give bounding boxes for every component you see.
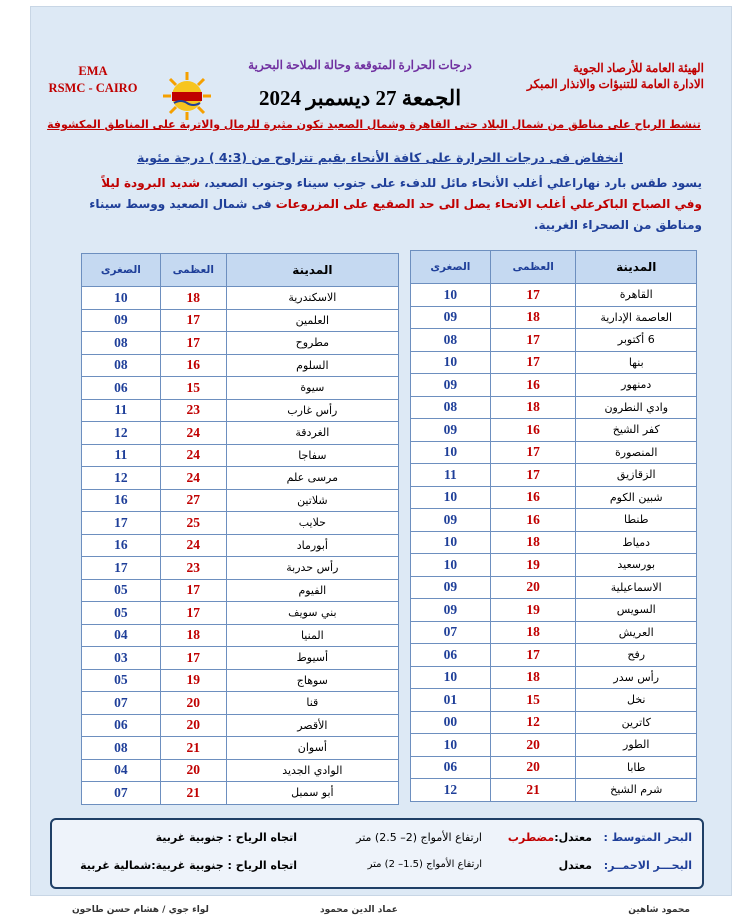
forecast-part3: فى شمال الصعيد ووسط سيناء ومناطق من الصحراء الغربية.	[89, 197, 702, 232]
min-temp: 09	[411, 419, 491, 442]
min-temp: 07	[411, 621, 491, 644]
min-temp: 08	[411, 329, 491, 352]
min-temp: 09	[411, 374, 491, 397]
table-row	[82, 759, 399, 782]
footer-signature-center: عماد الدين محمود	[320, 905, 398, 915]
table-row	[82, 579, 399, 602]
table-row	[411, 464, 697, 487]
table-row	[411, 329, 697, 352]
max-temp: 18	[490, 621, 576, 644]
max-temp: 18	[490, 666, 576, 689]
table-row	[411, 621, 697, 644]
city-name: قنا	[226, 692, 398, 715]
min-temp: 16	[82, 489, 161, 512]
city-name: دمنهور	[576, 374, 697, 397]
table-row	[82, 422, 399, 445]
max-temp: 17	[160, 309, 226, 332]
min-temp: 01	[411, 689, 491, 712]
med-sea-waves: ارتفاع الأمواج (2– 2.5) متر	[356, 831, 482, 844]
max-temp: 20	[160, 692, 226, 715]
table-row	[82, 534, 399, 557]
table-row	[82, 309, 399, 332]
max-temp: 27	[160, 489, 226, 512]
city-name: 6 أكتوبر	[576, 329, 697, 352]
table-row	[82, 737, 399, 760]
min-temp: 10	[411, 351, 491, 374]
max-temp: 17	[160, 647, 226, 670]
min-temp: 08	[82, 332, 161, 355]
city-name: دمياط	[576, 531, 697, 554]
city-name: بورسعيد	[576, 554, 697, 577]
max-temp: 15	[160, 377, 226, 400]
min-temp: 12	[82, 467, 161, 490]
city-name: رأس غارب	[226, 399, 398, 422]
city-name: الأقصر	[226, 714, 398, 737]
max-temp: 17	[490, 644, 576, 667]
max-temp: 24	[160, 534, 226, 557]
max-temp: 19	[490, 599, 576, 622]
min-temp: 06	[82, 377, 161, 400]
table-header-row	[411, 251, 697, 284]
table-row	[411, 531, 697, 554]
max-temp: 17	[490, 329, 576, 352]
city-name: الزقازيق	[576, 464, 697, 487]
min-temp: 10	[411, 486, 491, 509]
max-temp: 25	[160, 512, 226, 535]
city-name: حلايب	[226, 512, 398, 535]
min-temp: 16	[82, 534, 161, 557]
min-temp: 05	[82, 602, 161, 625]
min-temp: 00	[411, 711, 491, 734]
max-temp: 16	[490, 419, 576, 442]
max-temp: 17	[160, 579, 226, 602]
max-temp: 20	[490, 576, 576, 599]
forecast-date: الجمعة 27 ديسمبر 2024	[258, 86, 462, 110]
min-temp: 11	[82, 444, 161, 467]
max-temp: 21	[160, 737, 226, 760]
min-temp: 10	[411, 284, 491, 307]
city-name: بنها	[576, 351, 697, 374]
table-row	[411, 419, 697, 442]
min-temp: 09	[82, 309, 161, 332]
city-name: كاترين	[576, 711, 697, 734]
max-temp: 21	[490, 779, 576, 802]
table-row	[411, 374, 697, 397]
city-name: شرم الشيخ	[576, 779, 697, 802]
med-sea-state-base: معتدل:	[554, 831, 592, 844]
city-name: مرسى علم	[226, 467, 398, 490]
agency-line1: الهيئة العامة للأرصاد الجوية	[572, 61, 704, 75]
city-name: أبورماد	[226, 534, 398, 557]
max-temp: 17	[490, 284, 576, 307]
table-row	[411, 351, 697, 374]
min-temp: 08	[82, 737, 161, 760]
header-min: الصغرى	[82, 254, 161, 287]
min-temp: 07	[82, 692, 161, 715]
city-name: الاسماعيلية	[576, 576, 697, 599]
brand-line1: EMA	[78, 64, 108, 78]
max-temp: 24	[160, 444, 226, 467]
table-row	[411, 599, 697, 622]
max-temp: 24	[160, 467, 226, 490]
table-row	[411, 554, 697, 577]
temperature-trend: انخفاض فى درجات الحرارة على كافة الأنحاء بقيم تتراوح من (4:3 ) درجة مئوية	[137, 150, 623, 165]
city-name: الغردقة	[226, 422, 398, 445]
min-temp: 09	[411, 576, 491, 599]
max-temp: 21	[160, 782, 226, 805]
min-temp: 10	[411, 531, 491, 554]
city-name: شلاتين	[226, 489, 398, 512]
city-name: سوهاج	[226, 669, 398, 692]
city-table-right	[410, 250, 697, 802]
min-temp: 11	[411, 464, 491, 487]
table-row	[411, 441, 697, 464]
city-name: بني سويف	[226, 602, 398, 625]
max-temp: 16	[490, 374, 576, 397]
min-temp: 09	[411, 509, 491, 532]
agency-label	[504, 60, 704, 92]
city-name: طنطا	[576, 509, 697, 532]
page-title: درجات الحرارة المتوقعة وحالة الملاحة البحرية	[248, 58, 472, 72]
max-temp: 17	[490, 441, 576, 464]
city-name: أسيوط	[226, 647, 398, 670]
min-temp: 04	[82, 759, 161, 782]
table-row	[411, 734, 697, 757]
city-name: سفاجا	[226, 444, 398, 467]
city-table-left	[81, 253, 399, 805]
city-name: سيوة	[226, 377, 398, 400]
table-row	[82, 399, 399, 422]
med-sea-state-highlight: مضطرب	[507, 831, 555, 844]
table-row	[411, 486, 697, 509]
max-temp: 17	[160, 332, 226, 355]
city-name: الاسكندرية	[226, 287, 398, 310]
min-temp: 08	[82, 354, 161, 377]
city-name: مطروح	[226, 332, 398, 355]
city-name: الوادي الجديد	[226, 759, 398, 782]
min-temp: 10	[411, 554, 491, 577]
max-temp: 23	[160, 399, 226, 422]
city-name: رفح	[576, 644, 697, 667]
min-temp: 11	[82, 399, 161, 422]
brand-line2: RSMC - CAIRO	[48, 81, 138, 95]
table-row	[411, 779, 697, 802]
max-temp: 16	[160, 354, 226, 377]
min-temp: 12	[82, 422, 161, 445]
max-temp: 19	[160, 669, 226, 692]
min-temp: 06	[411, 756, 491, 779]
city-name: رأس سدر	[576, 666, 697, 689]
table-row	[82, 444, 399, 467]
table-row	[82, 489, 399, 512]
table-row	[82, 354, 399, 377]
table-row	[411, 509, 697, 532]
table-row	[82, 692, 399, 715]
max-temp: 20	[490, 734, 576, 757]
max-temp: 18	[490, 396, 576, 419]
min-temp: 09	[411, 599, 491, 622]
city-name: أسوان	[226, 737, 398, 760]
max-temp: 16	[490, 486, 576, 509]
min-temp: 17	[82, 557, 161, 580]
table-row	[411, 284, 697, 307]
min-temp: 05	[82, 669, 161, 692]
min-temp: 09	[411, 306, 491, 329]
table-row	[82, 669, 399, 692]
min-temp: 05	[82, 579, 161, 602]
min-temp: 06	[411, 644, 491, 667]
max-temp: 15	[490, 689, 576, 712]
agency-line2: الادارة العامة للتنبؤات والانذار المبكر	[526, 77, 704, 91]
footer-signature-right: محمود شاهين	[628, 905, 690, 915]
red-sea-name: البحـــر الاحمــر:	[603, 859, 692, 872]
sea-conditions-box	[50, 818, 704, 889]
max-temp: 18	[160, 287, 226, 310]
city-name: الفيوم	[226, 579, 398, 602]
table-row	[411, 756, 697, 779]
table-row	[82, 467, 399, 490]
city-name: شبين الكوم	[576, 486, 697, 509]
forecast-part1: يسود طقس بارد نهاراعلي أغلب الأنحاء مائل للدفء على جنوب سيناء وجنوب الصعيد،	[200, 176, 702, 190]
city-name: طابا	[576, 756, 697, 779]
ema-logo	[161, 70, 213, 122]
table-row	[82, 512, 399, 535]
city-name: العاصمة الإدارية	[576, 306, 697, 329]
min-temp: 06	[82, 714, 161, 737]
table-row	[82, 647, 399, 670]
city-name: نخل	[576, 689, 697, 712]
table-row	[411, 576, 697, 599]
table-row	[411, 711, 697, 734]
med-sea-state	[508, 831, 592, 844]
min-temp: 10	[411, 666, 491, 689]
table-row	[411, 666, 697, 689]
wind-warning: تنشط الرياح على مناطق من شمال البلاد حتى القاهرة وشمال الصعيد تكون مثيرة للرمال والاتربة على المناطق المكشوفة	[47, 118, 701, 131]
table-row	[82, 557, 399, 580]
city-name: العريش	[576, 621, 697, 644]
max-temp: 24	[160, 422, 226, 445]
table-row	[82, 287, 399, 310]
red-sea-wind: اتجاه الرياح : جنوبية غربية:شمالية غربية	[80, 859, 297, 872]
max-temp: 20	[160, 759, 226, 782]
max-temp: 17	[490, 351, 576, 374]
table-row	[411, 689, 697, 712]
max-temp: 18	[490, 531, 576, 554]
max-temp: 18	[490, 306, 576, 329]
city-name: كفر الشيخ	[576, 419, 697, 442]
city-name: المنيا	[226, 624, 398, 647]
city-name: الطور	[576, 734, 697, 757]
max-temp: 20	[490, 756, 576, 779]
max-temp: 17	[160, 602, 226, 625]
med-sea-name: البحر المتوسط :	[603, 831, 692, 844]
max-temp: 18	[160, 624, 226, 647]
table-row	[82, 782, 399, 805]
city-name: العلمين	[226, 309, 398, 332]
header-city: المدينة	[226, 254, 398, 287]
table-row	[411, 644, 697, 667]
table-row	[82, 624, 399, 647]
min-temp: 10	[82, 287, 161, 310]
city-name: القاهرة	[576, 284, 697, 307]
table-row	[82, 377, 399, 400]
red-sea-state: معتدل	[558, 859, 592, 872]
table-row	[411, 396, 697, 419]
forecast-part2: شديد البرودة ليلاً وفي الصباح الباكرعلي أغلب الانحاء يصل الى حد الصقيع على المزروعات	[101, 176, 702, 211]
min-temp: 10	[411, 441, 491, 464]
table-row	[82, 602, 399, 625]
brand-label	[33, 63, 153, 97]
min-temp: 07	[82, 782, 161, 805]
table-row	[411, 306, 697, 329]
max-temp: 19	[490, 554, 576, 577]
min-temp: 17	[82, 512, 161, 535]
city-name: رأس حدربة	[226, 557, 398, 580]
table-header-row	[82, 254, 399, 287]
header-min: الصغرى	[411, 251, 491, 284]
min-temp: 03	[82, 647, 161, 670]
header-max: العظمى	[160, 254, 226, 287]
table-row	[82, 332, 399, 355]
header-city: المدينة	[576, 251, 697, 284]
min-temp: 12	[411, 779, 491, 802]
footer-signature-left: لواء جوي / هشام حسن طاحون	[72, 905, 209, 915]
city-name: المنصورة	[576, 441, 697, 464]
max-temp: 17	[490, 464, 576, 487]
red-sea-waves: ارتفاع الأمواج (1.5– 2) متر	[367, 859, 482, 870]
min-temp: 10	[411, 734, 491, 757]
city-name: أبو سمبل	[226, 782, 398, 805]
table-row	[82, 714, 399, 737]
min-temp: 08	[411, 396, 491, 419]
max-temp: 16	[490, 509, 576, 532]
max-temp: 20	[160, 714, 226, 737]
forecast-text	[80, 173, 702, 236]
city-name: السويس	[576, 599, 697, 622]
city-name: السلوم	[226, 354, 398, 377]
min-temp: 04	[82, 624, 161, 647]
city-name: وادي النطرون	[576, 396, 697, 419]
max-temp: 12	[490, 711, 576, 734]
max-temp: 23	[160, 557, 226, 580]
header-max: العظمى	[490, 251, 576, 284]
med-sea-wind: اتجاه الرياح : جنوبية غربية	[155, 831, 297, 844]
